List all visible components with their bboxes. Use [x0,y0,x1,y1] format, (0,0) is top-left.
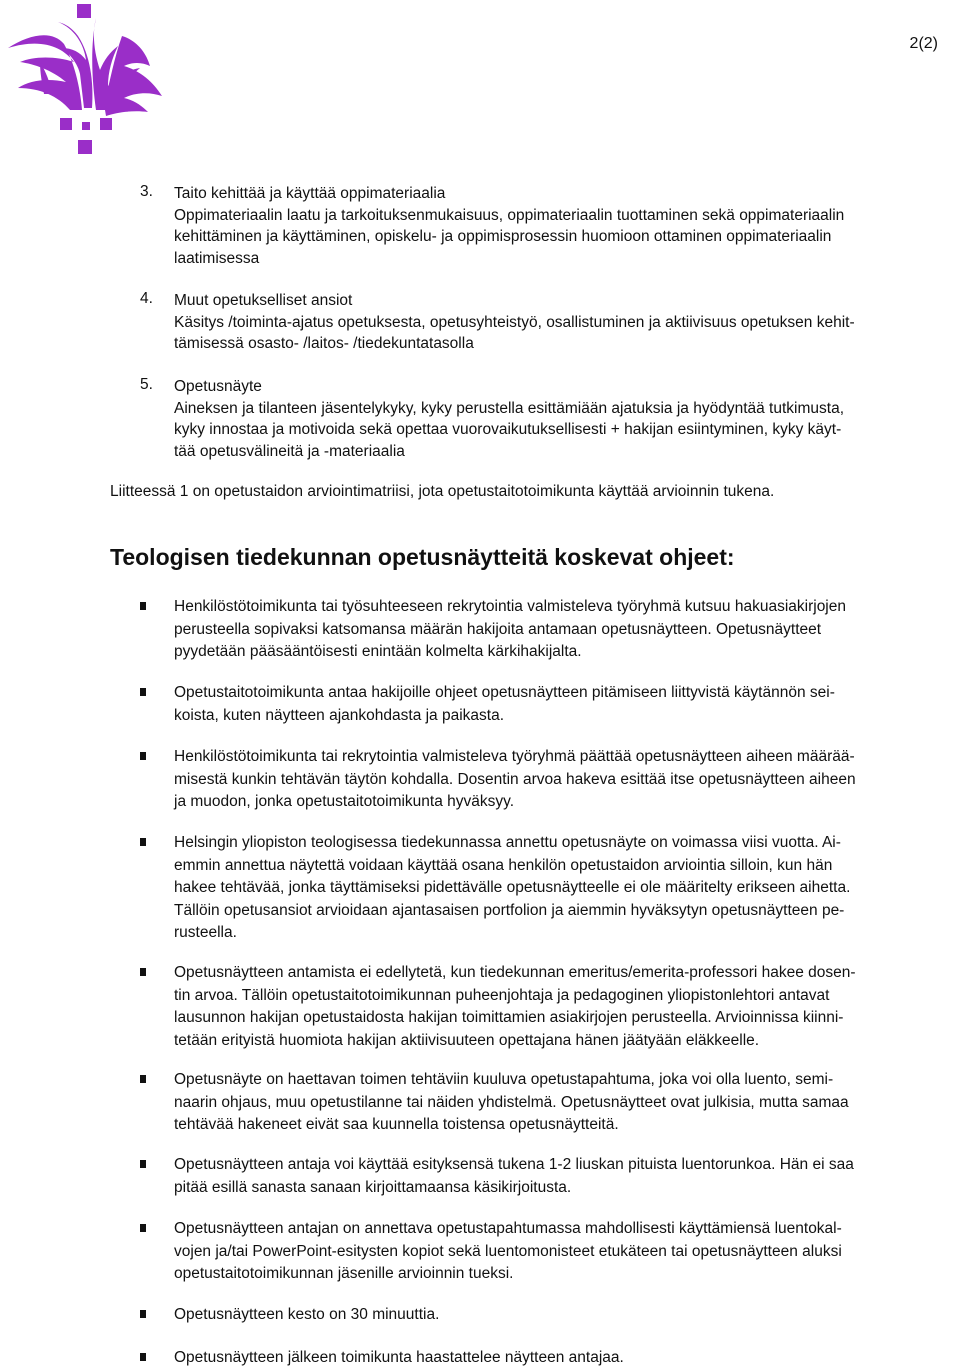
square-bullet-icon [140,1310,146,1318]
item-line: tää opetusvälineitä ja -materiaalia [174,442,405,460]
bullet-text [174,1069,959,1137]
square-bullet-icon [140,688,146,696]
item-line: Oppimateriaalin laatu ja tarkoituksenmukaisuus, oppimateriaalin tuottaminen sekä oppimateriaalin [174,206,845,224]
bullet-line: Opetusnäytteen antaja voi käyttää esityksensä tukena 1-2 liuskan pituista luentorunkoa. Hän ei saa [174,1156,854,1173]
item-number: 4. [140,290,153,307]
bullet-line: ja muodon, jonka opetustaitotoimikunta hyväksyy. [174,793,515,810]
item-number: 5. [140,376,153,393]
bullet-line: pyydetään pääsääntöisesti enintään kolmelta kärkihakijalta. [174,643,582,660]
bullet-line: misestä kunkin tehtävän täytön kohdalla. Dosentin arvoa hakeva esittää itse opetusnäytteen aiheen [174,770,856,788]
bullet-line: koista, kuten näytteen ajankohdasta ja paikasta. [174,706,505,724]
bullet-text [174,1218,959,1286]
bullet-text [174,962,959,1052]
bullet-text [174,1347,959,1370]
bullet-line: tetään erityistä huomiota hakijan aktiivisuuteen opettajana hänen jäätyään eläkkeelle. [174,1031,760,1049]
bullet-line: Henkilöstötoimikunta tai työsuhteeseen rekrytointia valmisteleva työryhmä kutsuu hakuasiakirjojen [174,598,846,615]
bullet-line: lausunnon hakijan opetustaidosta hakijan toimittamien asiakirjojen perusteella. Arvioinnissa kiinni- [174,1009,844,1026]
bullet-line: Helsingin yliopiston teologisessa tiedekunnassa annettu opetusnäyte on voimassa viisi vuotta. Ai- [174,834,841,851]
item-body [174,376,946,462]
attachment-note: Liitteessä 1 on opetustaidon arviointimatriisi, jota opetustaitotoimikunta käyttää arvioinnin tukena. [110,483,775,500]
bullet-line: Opetusnäyte on haettavan toimen tehtäviin kuuluva opetustapahtuma, joka voi olla luento, semi- [174,1071,834,1088]
item-body [174,183,946,269]
item-title: Taito kehittää ja käyttää oppimateriaalia [174,185,446,202]
item-line: tämisessä osasto- /laitos- /tiedekuntatasolla [174,335,474,352]
bullet-line: Henkilöstötoimikunta tai rekrytointia valmisteleva työryhmä päättää opetusnäytteen aiheen määrää- [174,748,855,765]
bullet-text [174,682,959,727]
item-body [174,290,946,355]
item-number: 3. [140,183,153,200]
bullet-line: tin arvoa. Tällöin opetustaitotoimikunnan puheenjohtaja ja pedagoginen yliopistonlehtori antavat [174,986,830,1004]
square-bullet-icon [140,1160,146,1168]
page-number: 2(2) [909,35,938,52]
item-line: kehittäminen ja käyttäminen, opiskelu- ja oppimisprosessin huomioon ottaminen oppimateriaalin [174,228,832,245]
bullet-line: Opetustaitotoimikunta antaa hakijoille ohjeet opetusnäytteen pitämiseen liittyvistä käytännön sei- [174,684,835,701]
bullet-text [174,746,959,814]
square-bullet-icon [140,1075,146,1083]
item-line: Käsitys /toiminta-ajatus opetuksesta, opetusyhteistyö, osallistuminen ja aktiivisuus opetuksen kehit- [174,313,855,331]
bullet-line: naarin ohjaus, muu opetustilanne tai näiden yhdistelmä. Opetusnäytteet ovat julkisia, mutta samaa [174,1093,849,1111]
bullet-line: opetustaitotoimikunnan jäsenille arvioinnin tueksi. [174,1265,514,1282]
square-bullet-icon [140,752,146,760]
bullet-line: pitää esillä sanasta sanaan kirjoittamaansa käsikirjoitusta. [174,1178,572,1196]
bullet-text [174,832,959,945]
bullet-line: vojen ja/tai PowerPoint-esitysten kopiot sekä luentomonisteet etukäteen tai opetusnäytteen aluksi [174,1242,842,1260]
item-line: Aineksen ja tilanteen jäsentelykyky, kyky perustella esittämiään ajatuksia ja hyödyntää tutkimusta, [174,399,845,417]
bullet-line: Opetusnäytteen antamista ei edellytetä, kun tiedekunnan emeritus/emerita-professori hakee dosen- [174,964,856,981]
bullet-line: emmin annettua näytettä voidaan käyttää osana henkilön opetustaidon arviointia silloin, kun hän [174,856,833,874]
section-heading: Teologisen tiedekunnan opetusnäytteitä koskevat ohjeet: [110,544,735,570]
bullet-text [174,1154,959,1199]
square-bullet-icon [140,838,146,846]
bullet-line: perusteella sopivaksi katsomansa määrän hakijoita antamaan opetusnäytteen. Opetusnäytteet [174,620,822,638]
bullet-line: Opetusnäytteen kesto on 30 minuuttia. [174,1306,440,1323]
item-line: laatimisessa [174,249,260,267]
square-bullet-icon [140,1353,146,1361]
square-bullet-icon [140,968,146,976]
bullet-line: tehtävää hakeneet eivät saa kuunnella toistensa opetusnäytteitä. [174,1116,619,1133]
bullet-text [174,596,959,664]
item-line: kyky innostaa ja motivoida sekä opettaa vuorovaikutuksellisesti + hakijan esiintyminen, kyky käyt- [174,421,842,438]
bullet-line: Opetusnäytteen jälkeen toimikunta haastattelee näytteen antajaa. [174,1349,624,1366]
bullet-text [174,1304,959,1327]
square-bullet-icon [140,1224,146,1232]
bullet-line: Tällöin opetusansiot arvioidaan ajantasaisen portfolion ja aiemmin hyväksytyn opetusnäytteen pe- [174,901,845,919]
item-title: Muut opetukselliset ansiot [174,292,353,309]
bullet-line: hakee tehtävää, jonka täyttämiseksi pidettävälle opetusnäytteelle ei ole määritelty erikseen aihetta. [174,879,851,896]
bullet-line: rusteella. [174,924,237,941]
item-title: Opetusnäyte [174,378,262,395]
bullet-line: Opetusnäytteen antajan on annettava opetustapahtumassa mahdollisesti käyttämiensä luentokal- [174,1220,842,1237]
square-bullet-icon [140,602,146,610]
university-logo-icon [0,0,170,160]
